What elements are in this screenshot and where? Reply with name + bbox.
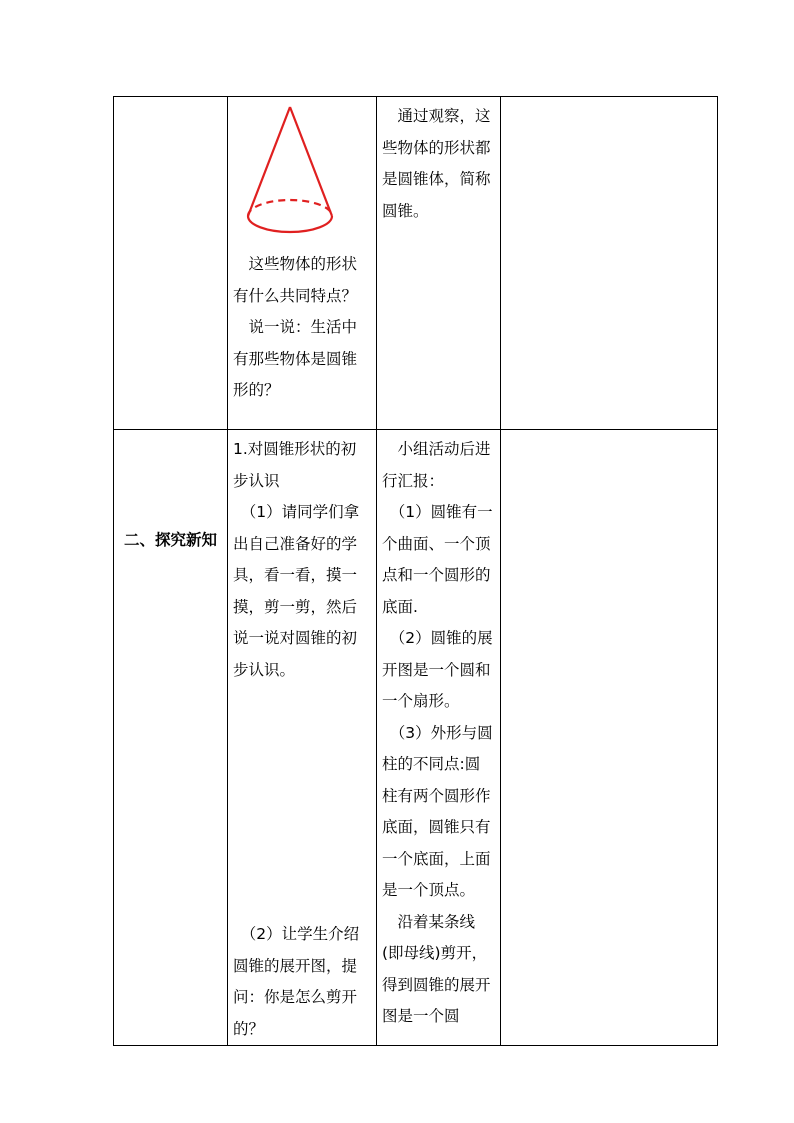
notes-cell bbox=[501, 97, 718, 430]
observation-paragraph: 通过观察，这些物体的形状都是圆锥体，简称圆锥。 bbox=[382, 107, 491, 220]
report-point-1: （1）圆锥有一个曲面、一个顶点和一个圆形的底面. bbox=[382, 503, 493, 616]
report-point-3: （3）外形与圆柱的不同点:圆柱有两个圆形作底面，圆锥只有一个底面，上面是一个顶点。 bbox=[382, 723, 493, 899]
notes-cell bbox=[501, 430, 718, 1046]
section-cell-empty bbox=[114, 97, 228, 430]
report-point-2: （2）圆锥的展开图是一个圆和一个扇形。 bbox=[382, 629, 493, 710]
activity-cell bbox=[228, 430, 377, 1046]
activity-item-1: （1）请同学们拿出自己准备好的学具，看一看，摸一摸，剪一剪，然后说一说对圆锥的初步认识。 bbox=[233, 503, 360, 679]
activity-item-2: （2）让学生介绍圆锥的展开图，提问：你是怎么剪开的？ bbox=[233, 925, 360, 1038]
question-paragraph: 这些物体的形状有什么共同特点？ bbox=[233, 255, 358, 305]
cone-figure bbox=[228, 97, 376, 245]
activity-heading: 1.对圆锥形状的初步认识 bbox=[233, 440, 357, 490]
cone-icon bbox=[242, 103, 342, 239]
activity-text bbox=[228, 245, 376, 407]
table-row bbox=[114, 97, 718, 430]
student-cell bbox=[377, 430, 501, 1046]
discussion-paragraph: 说一说：生活中有那些物体是圆锥形的？ bbox=[233, 318, 358, 399]
lesson-plan-table bbox=[113, 96, 718, 1046]
report-intro: 小组活动后进行汇报： bbox=[382, 440, 491, 490]
activity-cell bbox=[228, 97, 377, 430]
table-row bbox=[114, 430, 718, 1046]
student-cell bbox=[377, 97, 501, 430]
section-cell bbox=[114, 430, 228, 1046]
report-closing: 沿着某条线(即母线)剪开，得到圆锥的展开图是一个圆 bbox=[382, 912, 491, 1025]
section-title: 二、探究新知 bbox=[123, 531, 217, 549]
